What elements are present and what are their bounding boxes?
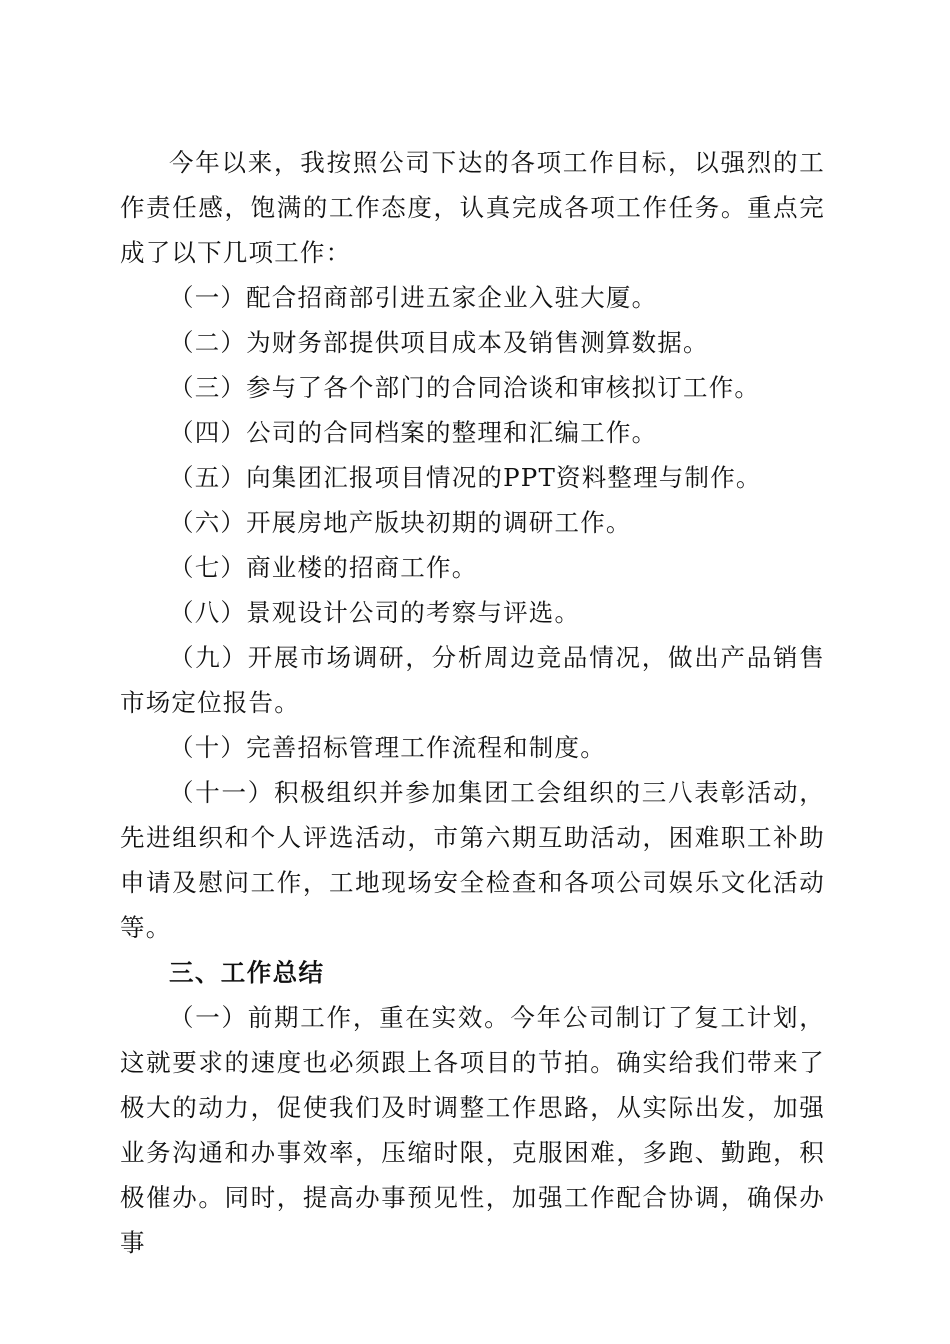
work-item-5: （五）向集团汇报项目情况的PPT资料整理与制作。 <box>169 463 762 492</box>
work-item-11: （十一）积极组织并参加集团工会组织的三八表彰活动，先进组织和个人评选活动，市第六期互助活动，困难职工补助申请及慰问工作，工地现场安全检查和各项公司娱乐文化活动等。 <box>120 778 825 942</box>
work-item-8: （八）景观设计公司的考察与评选。 <box>169 598 581 627</box>
work-item-4: （四）公司的合同档案的整理和汇编工作。 <box>169 418 658 447</box>
summary-paragraph: （一）前期工作，重在实效。今年公司制订了复工计划，这就要求的速度也必须跟上各项目的节拍。确实给我们带来了极大的动力，促使我们及时调整工作思路，从实际出发，加强业务沟通和办事效率，压缩时限，克服困难，多跑、勤跑，积极催办。同时，提高办事预见性，加强工作配合协调，确保办事 <box>120 1003 825 1257</box>
work-item-7: （七）商业楼的招商工作。 <box>169 553 478 582</box>
work-item-3: （三）参与了各个部门的合同洽谈和审核拟订工作。 <box>169 373 761 402</box>
work-item-1: （一）配合招商部引进五家企业入驻大厦。 <box>169 283 658 312</box>
document-body <box>120 140 825 1265</box>
work-item-9: （九）开展市场调研，分析周边竞品情况，做出产品销售市场定位报告。 <box>120 643 825 717</box>
section-heading: 三、工作总结 <box>169 958 325 987</box>
work-item-6: （六）开展房地产版块初期的调研工作。 <box>169 508 632 537</box>
work-item-10: （十）完善招标管理工作流程和制度。 <box>169 733 606 762</box>
work-item-2: （二）为财务部提供项目成本及销售测算数据。 <box>169 328 709 357</box>
intro-paragraph: 今年以来，我按照公司下达的各项工作目标，以强烈的工作责任感，饱满的工作态度，认真完成各项工作任务。重点完成了以下几项工作： <box>120 148 825 267</box>
